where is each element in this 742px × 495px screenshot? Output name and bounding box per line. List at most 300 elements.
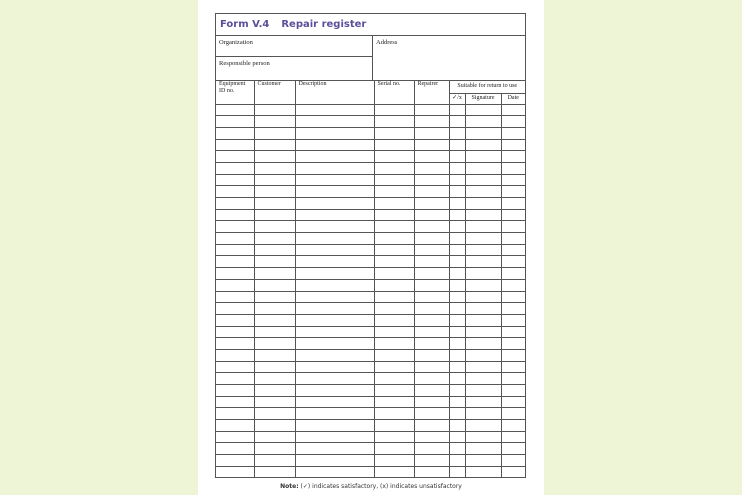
table-cell[interactable] [449, 198, 465, 210]
table-cell[interactable] [295, 116, 374, 128]
table-cell[interactable] [295, 162, 374, 174]
table-cell[interactable] [295, 385, 374, 397]
table-cell[interactable] [501, 303, 525, 315]
table-cell[interactable] [374, 151, 414, 163]
table-cell[interactable] [295, 139, 374, 151]
table-cell[interactable] [465, 408, 501, 420]
table-cell[interactable] [254, 268, 295, 280]
table-cell[interactable] [414, 233, 449, 245]
table-cell[interactable] [501, 385, 525, 397]
table-cell[interactable] [501, 198, 525, 210]
table-cell[interactable] [501, 443, 525, 455]
table-cell[interactable] [216, 455, 254, 467]
table-cell[interactable] [501, 244, 525, 256]
table-cell[interactable] [465, 443, 501, 455]
table-cell[interactable] [216, 338, 254, 350]
responsible-person-field[interactable] [216, 57, 373, 80]
table-cell[interactable] [501, 221, 525, 233]
repair-table-body [216, 104, 525, 478]
table-cell[interactable] [254, 221, 295, 233]
organization-label: Organization [219, 39, 253, 46]
table-row [216, 396, 525, 408]
table-cell[interactable] [216, 443, 254, 455]
table-cell[interactable] [216, 385, 254, 397]
table-cell[interactable] [216, 174, 254, 186]
table-cell[interactable] [465, 303, 501, 315]
table-cell[interactable] [374, 314, 414, 326]
table-cell[interactable] [449, 162, 465, 174]
table-cell[interactable] [374, 233, 414, 245]
table-cell[interactable] [254, 443, 295, 455]
table-cell[interactable] [216, 314, 254, 326]
table-cell[interactable] [254, 338, 295, 350]
table-cell[interactable] [414, 373, 449, 385]
table-cell[interactable] [501, 174, 525, 186]
table-cell[interactable] [449, 455, 465, 467]
table-cell[interactable] [414, 443, 449, 455]
table-cell[interactable] [254, 233, 295, 245]
table-cell[interactable] [374, 221, 414, 233]
table-cell[interactable] [254, 431, 295, 443]
table-cell[interactable] [216, 244, 254, 256]
form-number: Form V.4 [220, 19, 270, 30]
table-cell[interactable] [374, 326, 414, 338]
table-row [216, 268, 525, 280]
note-text: (✓) indicates satisfactory, (x) indicates unsatisfactory [300, 483, 462, 490]
table-cell[interactable] [465, 221, 501, 233]
table-cell[interactable] [501, 233, 525, 245]
table-cell[interactable] [501, 151, 525, 163]
organization-field[interactable] [216, 36, 373, 57]
table-cell[interactable] [465, 116, 501, 128]
table-row [216, 233, 525, 245]
table-cell[interactable] [295, 373, 374, 385]
table-cell[interactable] [449, 314, 465, 326]
table-cell[interactable] [374, 431, 414, 443]
table-cell[interactable] [465, 291, 501, 303]
table-cell[interactable] [465, 256, 501, 268]
responsible-person-label: Responsible person [219, 60, 270, 67]
table-cell[interactable] [465, 151, 501, 163]
table-cell[interactable] [414, 455, 449, 467]
table-cell[interactable] [374, 244, 414, 256]
table-cell[interactable] [216, 291, 254, 303]
table-cell[interactable] [254, 396, 295, 408]
table-cell[interactable] [449, 209, 465, 221]
table-cell[interactable] [295, 408, 374, 420]
form-frame [215, 13, 526, 478]
table-row [216, 198, 525, 210]
table-cell[interactable] [374, 443, 414, 455]
table-cell[interactable] [295, 338, 374, 350]
table-cell[interactable] [449, 186, 465, 198]
table-cell[interactable] [295, 174, 374, 186]
table-cell[interactable] [254, 373, 295, 385]
table-cell[interactable] [254, 326, 295, 338]
table-cell[interactable] [414, 221, 449, 233]
table-cell[interactable] [414, 198, 449, 210]
table-cell[interactable] [374, 268, 414, 280]
table-cell[interactable] [216, 186, 254, 198]
table-cell[interactable] [374, 291, 414, 303]
table-cell[interactable] [465, 244, 501, 256]
table-cell[interactable] [414, 431, 449, 443]
table-cell[interactable] [501, 326, 525, 338]
table-cell[interactable] [254, 174, 295, 186]
table-cell[interactable] [374, 373, 414, 385]
table-cell[interactable] [254, 104, 295, 116]
table-cell[interactable] [449, 349, 465, 361]
table-cell[interactable] [216, 268, 254, 280]
table-cell[interactable] [254, 455, 295, 467]
table-cell[interactable] [254, 291, 295, 303]
table-cell[interactable] [216, 116, 254, 128]
table-cell[interactable] [295, 420, 374, 432]
table-cell[interactable] [374, 466, 414, 478]
table-cell[interactable] [449, 279, 465, 291]
table-cell[interactable] [254, 256, 295, 268]
table-cell[interactable] [254, 361, 295, 373]
table-cell[interactable] [216, 349, 254, 361]
table-cell[interactable] [295, 221, 374, 233]
table-cell[interactable] [254, 186, 295, 198]
table-cell[interactable] [465, 162, 501, 174]
table-cell[interactable] [254, 420, 295, 432]
table-cell[interactable] [501, 116, 525, 128]
footnote [198, 483, 544, 490]
table-cell[interactable] [501, 279, 525, 291]
table-cell[interactable] [374, 455, 414, 467]
table-cell[interactable] [295, 279, 374, 291]
table-cell[interactable] [374, 420, 414, 432]
table-row [216, 338, 525, 350]
table-cell[interactable] [295, 198, 374, 210]
table-cell[interactable] [374, 116, 414, 128]
table-row [216, 244, 525, 256]
table-row [216, 221, 525, 233]
table-cell[interactable] [501, 104, 525, 116]
table-cell[interactable] [216, 221, 254, 233]
table-cell[interactable] [465, 314, 501, 326]
form-title: Repair register [281, 19, 367, 30]
table-cell[interactable] [465, 104, 501, 116]
table-cell[interactable] [501, 127, 525, 139]
table-cell[interactable] [254, 244, 295, 256]
table-cell[interactable] [374, 361, 414, 373]
table-cell[interactable] [465, 139, 501, 151]
table-cell[interactable] [465, 349, 501, 361]
table-cell[interactable] [216, 420, 254, 432]
table-cell[interactable] [449, 420, 465, 432]
table-row [216, 256, 525, 268]
table-cell[interactable] [465, 420, 501, 432]
table-cell[interactable] [501, 455, 525, 467]
table-row [216, 443, 525, 455]
table-cell[interactable] [449, 268, 465, 280]
table-cell[interactable] [295, 151, 374, 163]
table-cell[interactable] [216, 326, 254, 338]
table-cell[interactable] [295, 396, 374, 408]
table-cell[interactable] [465, 186, 501, 198]
table-row [216, 408, 525, 420]
table-cell[interactable] [449, 291, 465, 303]
table-cell[interactable] [295, 349, 374, 361]
table-cell[interactable] [414, 139, 449, 151]
table-cell[interactable] [449, 431, 465, 443]
table-cell[interactable] [254, 151, 295, 163]
table-cell[interactable] [449, 326, 465, 338]
table-cell[interactable] [216, 233, 254, 245]
table-cell[interactable] [374, 279, 414, 291]
table-cell[interactable] [501, 162, 525, 174]
table-cell[interactable] [501, 420, 525, 432]
table-cell[interactable] [414, 349, 449, 361]
table-cell[interactable] [465, 431, 501, 443]
table-cell[interactable] [295, 431, 374, 443]
table-cell[interactable] [414, 162, 449, 174]
table-cell[interactable] [295, 326, 374, 338]
table-cell[interactable] [414, 244, 449, 256]
table-cell[interactable] [465, 338, 501, 350]
col-signature: Signature [465, 93, 501, 104]
table-row [216, 104, 525, 116]
table-cell[interactable] [295, 244, 374, 256]
table-cell[interactable] [374, 104, 414, 116]
table-row [216, 186, 525, 198]
table-row [216, 326, 525, 338]
table-cell[interactable] [414, 303, 449, 315]
table-cell[interactable] [449, 221, 465, 233]
table-cell[interactable] [449, 104, 465, 116]
table-cell[interactable] [414, 279, 449, 291]
table-cell[interactable] [465, 361, 501, 373]
table-cell[interactable] [501, 466, 525, 478]
table-cell[interactable] [254, 162, 295, 174]
table-cell[interactable] [216, 104, 254, 116]
table-row [216, 291, 525, 303]
table-cell[interactable] [414, 361, 449, 373]
table-cell[interactable] [501, 209, 525, 221]
table-cell[interactable] [414, 174, 449, 186]
table-cell[interactable] [254, 209, 295, 221]
address-field[interactable] [373, 36, 526, 80]
table-cell[interactable] [414, 385, 449, 397]
table-cell[interactable] [216, 303, 254, 315]
table-cell[interactable] [465, 396, 501, 408]
table-cell[interactable] [254, 314, 295, 326]
table-cell[interactable] [465, 233, 501, 245]
table-cell[interactable] [414, 268, 449, 280]
table-cell[interactable] [216, 127, 254, 139]
table-row [216, 385, 525, 397]
table-cell[interactable] [374, 162, 414, 174]
table-cell[interactable] [216, 162, 254, 174]
table-cell[interactable] [216, 396, 254, 408]
table-cell[interactable] [295, 186, 374, 198]
table-cell[interactable] [374, 396, 414, 408]
table-cell[interactable] [501, 373, 525, 385]
table-row [216, 162, 525, 174]
table-cell[interactable] [295, 466, 374, 478]
table-cell[interactable] [216, 139, 254, 151]
table-cell[interactable] [501, 291, 525, 303]
table-cell[interactable] [449, 174, 465, 186]
table-cell[interactable] [465, 466, 501, 478]
table-row [216, 420, 525, 432]
table-cell[interactable] [216, 408, 254, 420]
table-cell[interactable] [295, 104, 374, 116]
table-cell[interactable] [501, 361, 525, 373]
table-cell[interactable] [414, 466, 449, 478]
table-cell[interactable] [465, 174, 501, 186]
table-cell[interactable] [501, 408, 525, 420]
address-label: Address [376, 39, 398, 46]
table-row [216, 303, 525, 315]
table-row [216, 116, 525, 128]
table-cell[interactable] [414, 291, 449, 303]
table-cell[interactable] [374, 303, 414, 315]
table-cell[interactable] [465, 209, 501, 221]
table-cell[interactable] [216, 431, 254, 443]
table-cell[interactable] [295, 268, 374, 280]
col-serial-no: Serial no. [374, 81, 414, 104]
table-cell[interactable] [295, 443, 374, 455]
table-cell[interactable] [414, 314, 449, 326]
table-cell[interactable] [414, 256, 449, 268]
table-cell[interactable] [374, 198, 414, 210]
table-cell[interactable] [449, 385, 465, 397]
table-cell[interactable] [254, 139, 295, 151]
table-cell[interactable] [254, 349, 295, 361]
table-cell[interactable] [216, 256, 254, 268]
table-cell[interactable] [414, 186, 449, 198]
table-cell[interactable] [501, 256, 525, 268]
table-cell[interactable] [295, 233, 374, 245]
table-cell[interactable] [449, 303, 465, 315]
table-cell[interactable] [501, 349, 525, 361]
table-cell[interactable] [449, 373, 465, 385]
col-tick-cross: ✓/x [449, 93, 465, 104]
table-cell[interactable] [465, 385, 501, 397]
table-cell[interactable] [414, 151, 449, 163]
table-cell[interactable] [414, 420, 449, 432]
table-cell[interactable] [414, 209, 449, 221]
table-cell[interactable] [414, 408, 449, 420]
table-cell[interactable] [501, 338, 525, 350]
table-cell[interactable] [501, 268, 525, 280]
form-title-bar [216, 14, 525, 36]
table-cell[interactable] [449, 139, 465, 151]
table-cell[interactable] [254, 303, 295, 315]
table-cell[interactable] [465, 326, 501, 338]
table-row [216, 431, 525, 443]
table-cell[interactable] [414, 338, 449, 350]
table-cell[interactable] [449, 116, 465, 128]
table-cell[interactable] [449, 256, 465, 268]
table-cell[interactable] [254, 127, 295, 139]
table-cell[interactable] [465, 127, 501, 139]
table-cell[interactable] [449, 244, 465, 256]
table-cell[interactable] [254, 116, 295, 128]
table-cell[interactable] [374, 186, 414, 198]
table-cell[interactable] [449, 396, 465, 408]
table-cell[interactable] [501, 396, 525, 408]
table-row [216, 151, 525, 163]
form-page [198, 0, 544, 495]
table-cell[interactable] [374, 174, 414, 186]
table-cell[interactable] [501, 139, 525, 151]
table-cell[interactable] [501, 186, 525, 198]
table-cell[interactable] [254, 198, 295, 210]
table-cell[interactable] [295, 455, 374, 467]
table-cell[interactable] [414, 396, 449, 408]
table-cell[interactable] [449, 127, 465, 139]
table-cell[interactable] [295, 361, 374, 373]
table-cell[interactable] [295, 127, 374, 139]
table-cell[interactable] [216, 361, 254, 373]
table-row [216, 373, 525, 385]
table-cell[interactable] [465, 373, 501, 385]
table-cell[interactable] [465, 455, 501, 467]
table-cell[interactable] [374, 349, 414, 361]
repair-table-wrapper [216, 81, 525, 478]
table-cell[interactable] [449, 408, 465, 420]
table-cell[interactable] [465, 198, 501, 210]
table-cell[interactable] [295, 256, 374, 268]
table-cell[interactable] [374, 209, 414, 221]
table-cell[interactable] [295, 209, 374, 221]
col-date: Date [501, 93, 525, 104]
table-cell[interactable] [414, 127, 449, 139]
table-cell[interactable] [414, 104, 449, 116]
table-cell[interactable] [414, 116, 449, 128]
table-cell[interactable] [374, 408, 414, 420]
table-cell[interactable] [216, 373, 254, 385]
table-cell[interactable] [254, 466, 295, 478]
table-cell[interactable] [374, 385, 414, 397]
table-cell[interactable] [216, 279, 254, 291]
table-cell[interactable] [295, 303, 374, 315]
table-cell[interactable] [449, 361, 465, 373]
repair-table [216, 81, 525, 478]
table-cell[interactable] [295, 314, 374, 326]
table-cell[interactable] [449, 338, 465, 350]
table-cell[interactable] [501, 431, 525, 443]
table-cell[interactable] [374, 127, 414, 139]
table-cell[interactable] [374, 139, 414, 151]
table-cell[interactable] [254, 408, 295, 420]
table-cell[interactable] [449, 151, 465, 163]
table-cell[interactable] [216, 209, 254, 221]
col-repairer: Repairer [414, 81, 449, 104]
table-cell[interactable] [216, 466, 254, 478]
table-cell[interactable] [216, 151, 254, 163]
table-cell[interactable] [374, 338, 414, 350]
table-cell[interactable] [501, 314, 525, 326]
table-cell[interactable] [374, 256, 414, 268]
table-cell[interactable] [254, 385, 295, 397]
table-cell[interactable] [216, 198, 254, 210]
table-cell[interactable] [465, 279, 501, 291]
table-cell[interactable] [449, 466, 465, 478]
table-cell[interactable] [414, 326, 449, 338]
table-cell[interactable] [449, 443, 465, 455]
table-row [216, 466, 525, 478]
table-cell[interactable] [254, 279, 295, 291]
table-cell[interactable] [465, 268, 501, 280]
table-cell[interactable] [295, 291, 374, 303]
table-cell[interactable] [449, 233, 465, 245]
